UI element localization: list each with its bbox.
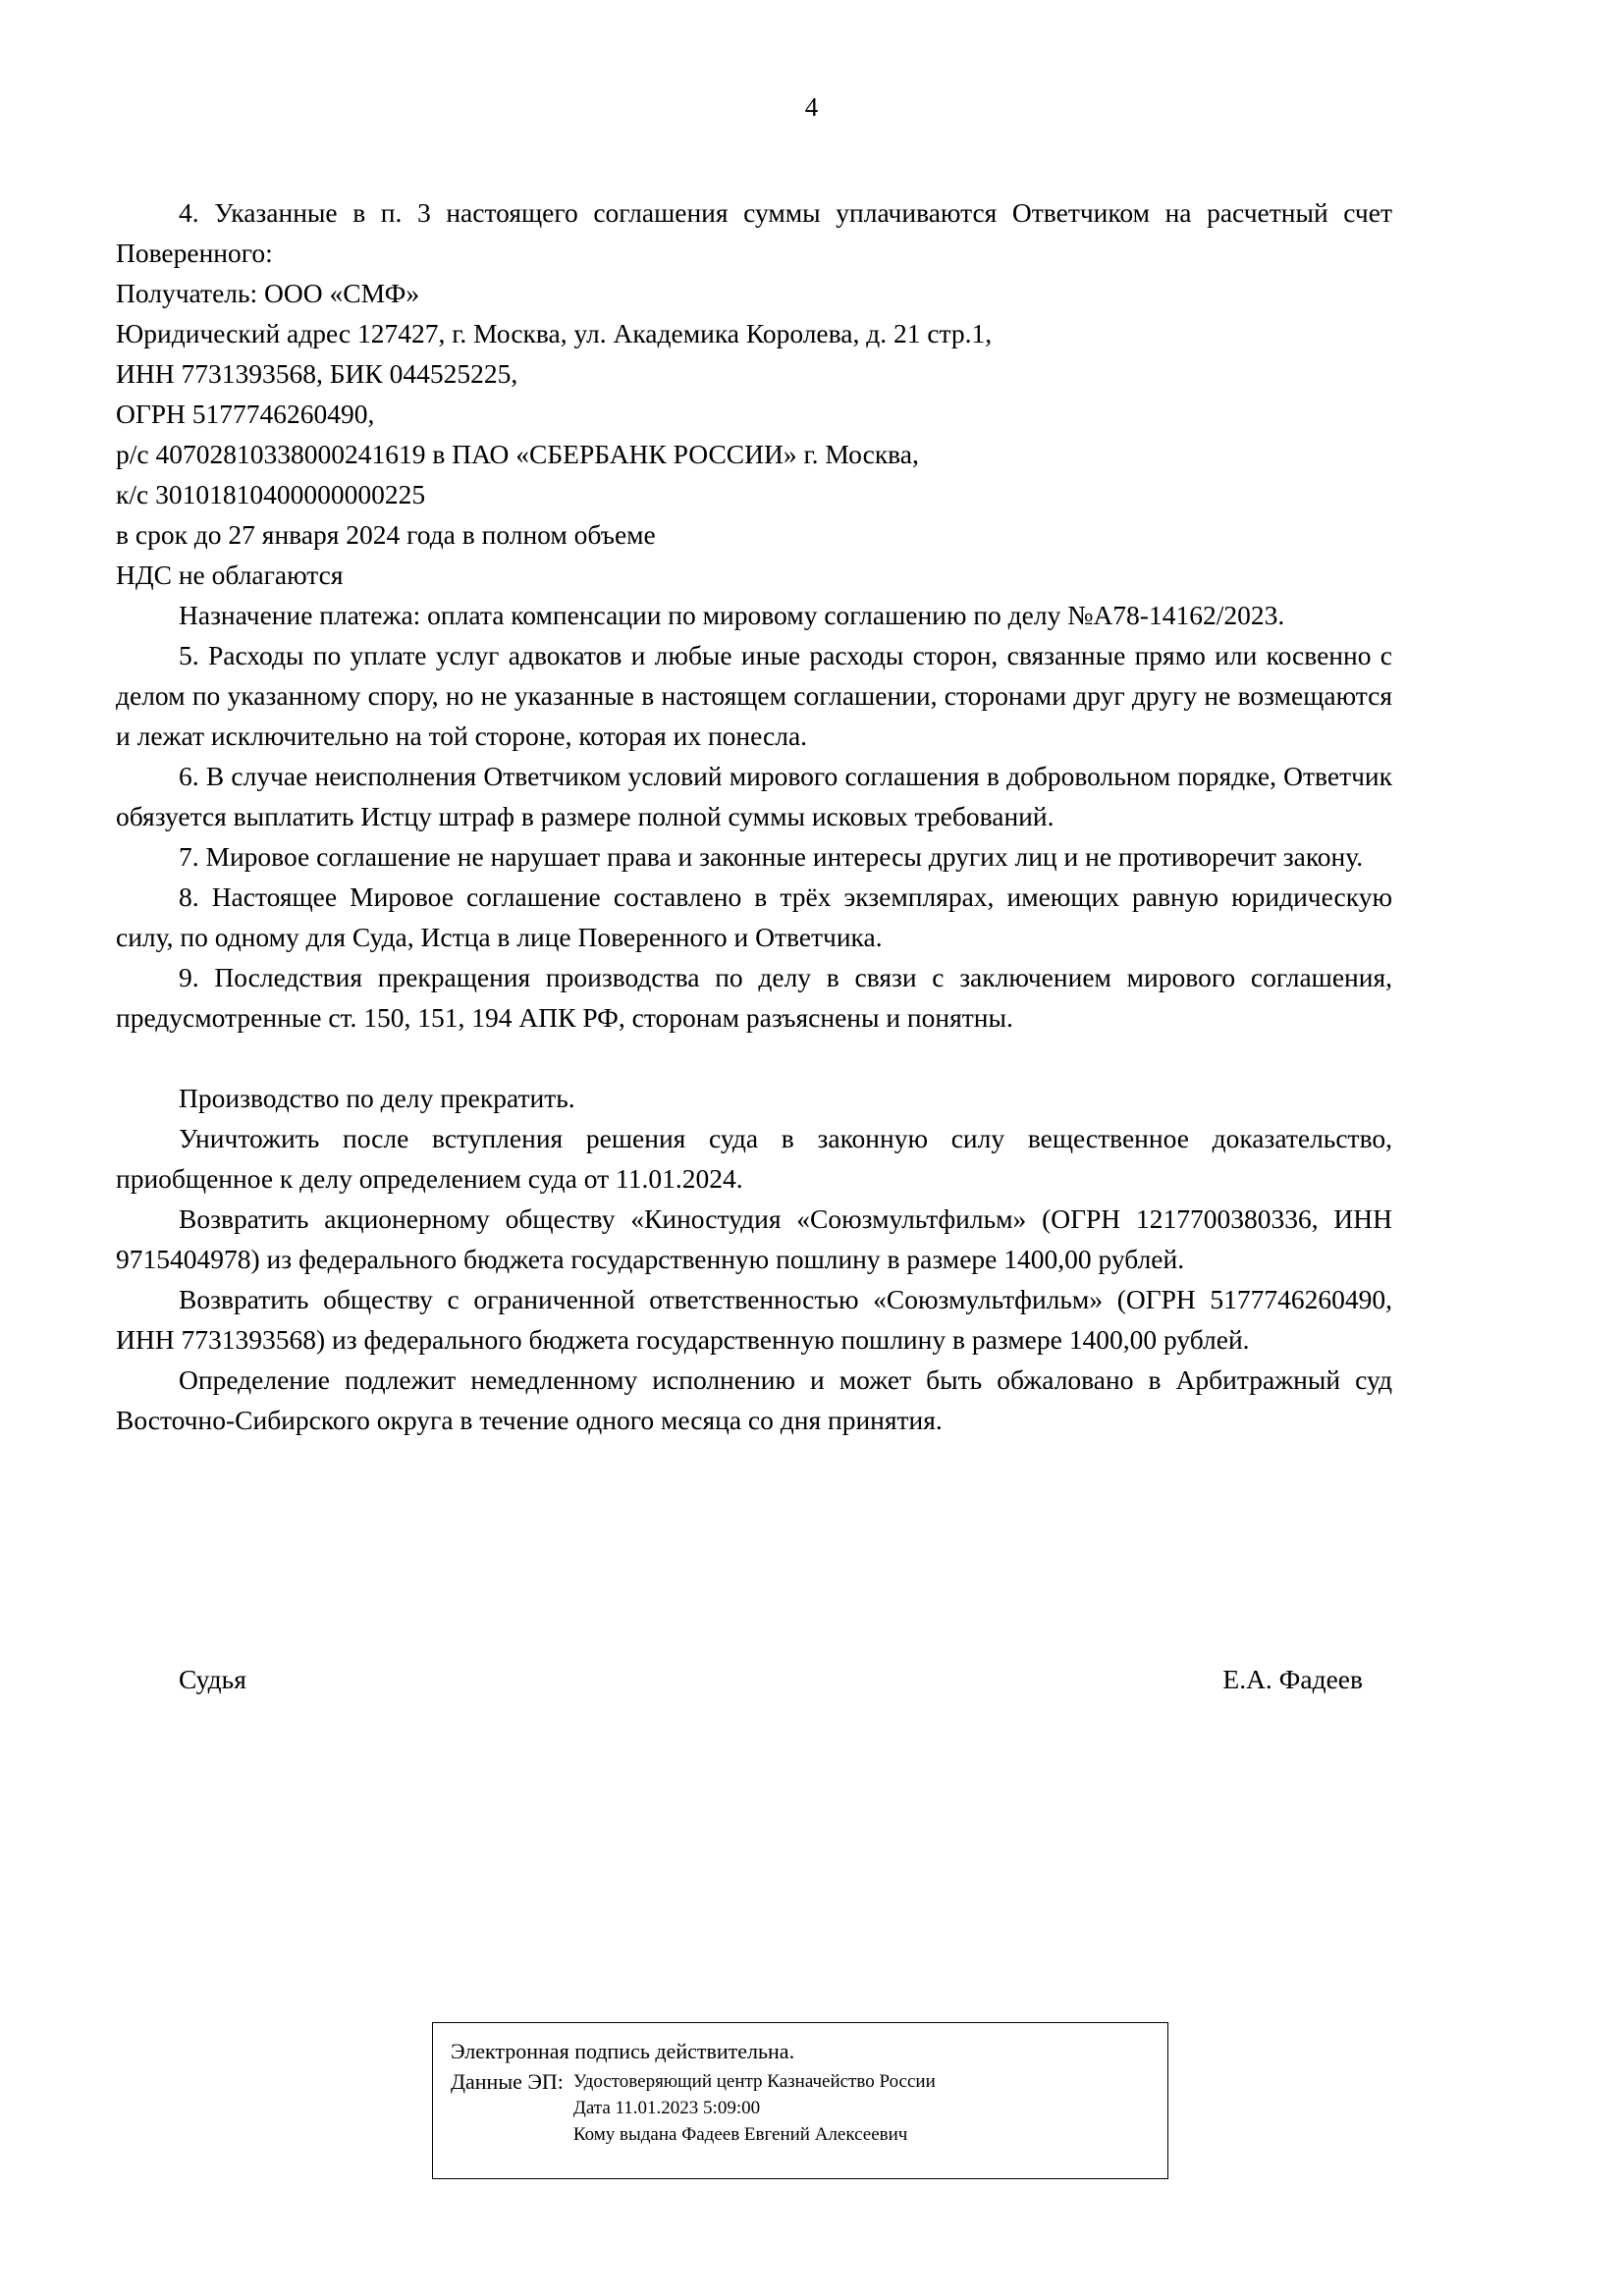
- document-body: [116, 192, 1392, 1440]
- paragraph-payee: Получатель: ООО «СМФ»: [116, 278, 420, 308]
- paragraph-clause-8: 8. Настоящее Мировое соглашение составлено в трёх экземплярах, имеющих равную юридическую силу, по одному для Суда, Истца в лице Поверенного и Ответчика.: [116, 881, 1392, 952]
- esign-data-label: Данные ЭП:: [451, 2069, 564, 2094]
- signature-name: Е.А. Фадеев: [1222, 1664, 1363, 1694]
- paragraph-refund-llc: Возвратить обществу с ограниченной ответственностью «Союзмультфильм» (ОГРН 5177746260490, ИНН 7731393568) из федерального бюджета государственную пошлину в размере 1400,00 рублей.: [116, 1284, 1392, 1355]
- paragraph-spacer: [116, 1038, 1392, 1078]
- paragraph-appeal-notice: Определение подлежит немедленному исполнению и может быть обжаловано в Арбитражный суд Восточно-Сибирского округа в течение одного месяца со дня принятия.: [116, 1364, 1392, 1435]
- signature-block: [116, 1659, 1392, 1699]
- paragraph-ogrn: ОГРН 5177746260490,: [116, 399, 375, 429]
- electronic-signature-stamp: [432, 2022, 1168, 2179]
- paragraph-correspondent-account: к/с 30101810400000000225: [116, 479, 426, 509]
- paragraph-clause-7: 7. Мировое соглашение не нарушает права и законные интересы других лиц и не противоречит закону.: [179, 841, 1364, 872]
- paragraph-inn-bik: ИНН 7731393568, БИК 044525225,: [116, 358, 518, 389]
- paragraph-legal-address: Юридический адрес 127427, г. Москва, ул. Академика Королева, д. 21 стр.1,: [116, 318, 993, 348]
- paragraph-clause-6: 6. В случае неисполнения Ответчиком условий мирового соглашения в добровольном порядке, Ответчик обязуется выплатить Истцу штраф в размере полной суммы исковых требований.: [116, 761, 1392, 831]
- paragraph-vat: НДС не облагаются: [116, 560, 344, 590]
- paragraph-destroy-evidence: Уничтожить после вступления решения суда в законную силу вещественное доказательство, приобщенное к делу определением суда от 11.01.2024.: [116, 1123, 1392, 1194]
- esign-issued-to: Кому выдана Фадеев Евгений Алексеевич: [572, 2124, 908, 2145]
- esign-date: Дата 11.01.2023 5:09:00: [572, 2098, 761, 2118]
- paragraph-clause-9: 9. Последствия прекращения производства по делу в связи с заключением мирового соглашения, предусмотренные ст. 150, 151, 194 АПК РФ, сторонам разъяснены и понятны.: [116, 962, 1392, 1033]
- signature-role: Судья: [179, 1664, 246, 1694]
- paragraph-terminate-proceedings: Производство по делу прекратить.: [179, 1083, 575, 1113]
- esign-title: Электронная подпись действительна.: [451, 2039, 795, 2063]
- paragraph-refund-joint-stock: Возвратить акционерному обществу «Киностудия «Союзмультфильм» (ОГРН 1217700380336, ИНН 9715404978) из федерального бюджета государственную пошлину в размере 1400,00 рублей.: [116, 1203, 1392, 1274]
- paragraph-clause-4: 4. Указанные в п. 3 настоящего соглашения суммы уплачиваются Ответчиком на расчетный счет Поверенного:: [116, 197, 1392, 268]
- paragraph-settlement-account: р/с 40702810338000241619 в ПАО «СБЕРБАНК РОССИИ» г. Москва,: [116, 439, 919, 469]
- paragraph-deadline: в срок до 27 января 2024 года в полном объеме: [116, 519, 656, 550]
- paragraph-clause-5: 5. Расходы по уплате услуг адвокатов и любые иные расходы сторон, связанные прямо или косвенно с делом по указанному спору, но не указанные в настоящем соглашении, сторонами друг другу не возмещаются и лежат исключительно на той стороне, которая их понесла.: [116, 640, 1392, 751]
- paragraph-payment-purpose: Назначение платежа: оплата компенсации по мировому соглашению по делу №А78-14162/2023.: [179, 600, 1285, 630]
- esign-authority: Удостоверяющий центр Казначейство России: [572, 2071, 936, 2092]
- page-number: 4: [804, 92, 819, 122]
